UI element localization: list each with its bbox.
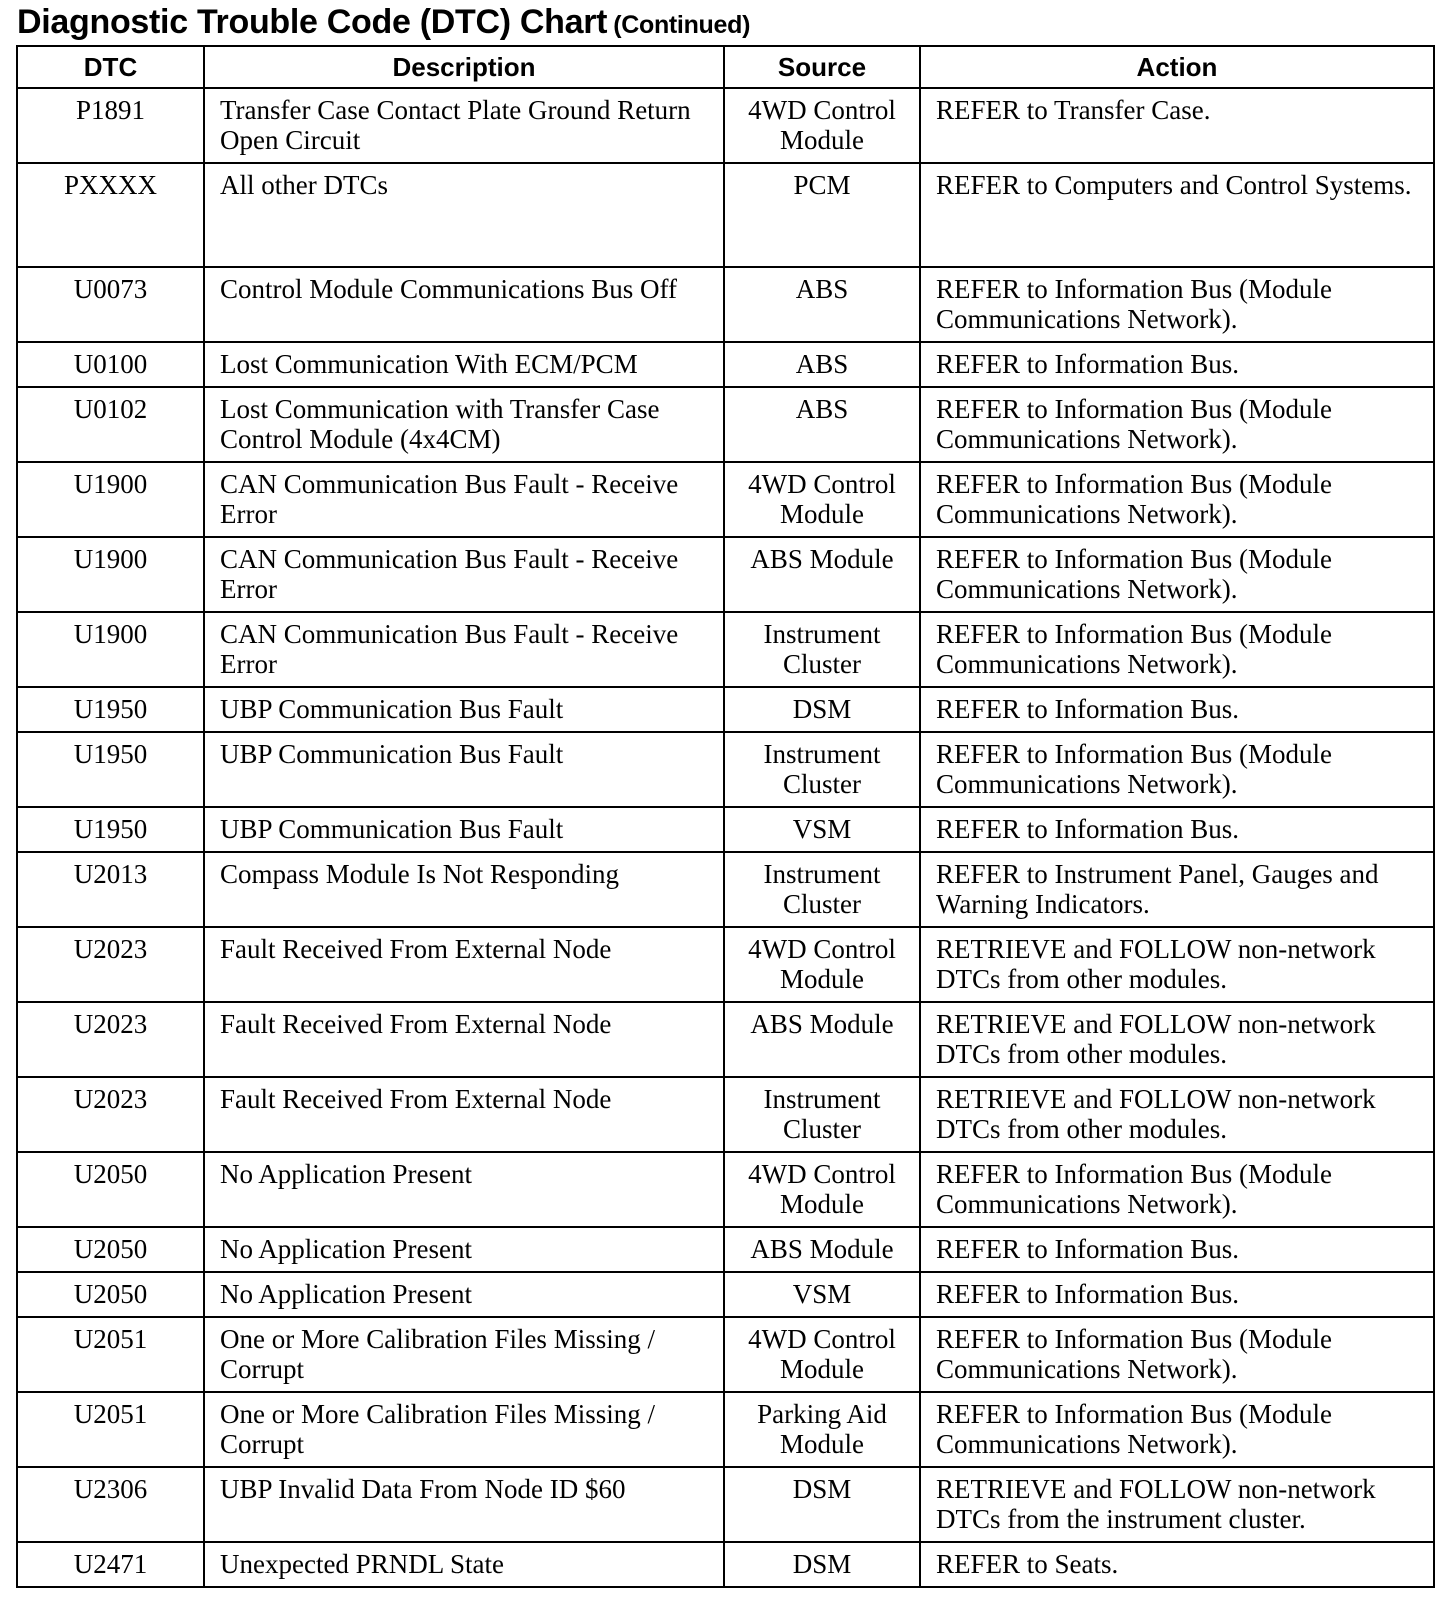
dtc-code-cell: U2023: [17, 1002, 204, 1077]
dtc-code-cell: U0073: [17, 267, 204, 342]
table-row: [17, 267, 1434, 342]
action-cell: REFER to Information Bus.: [920, 1272, 1434, 1317]
dtc-code-cell: U2051: [17, 1317, 204, 1392]
table-row: [17, 537, 1434, 612]
description-cell: Fault Received From External Node: [204, 927, 724, 1002]
dtc-code-cell: U2023: [17, 927, 204, 1002]
description-cell: CAN Communication Bus Fault - Receive Error: [204, 612, 724, 687]
description-cell: Fault Received From External Node: [204, 1002, 724, 1077]
source-cell: 4WD Control Module: [724, 462, 920, 537]
table-row: [17, 1467, 1434, 1542]
dtc-code-cell: U0100: [17, 342, 204, 387]
table-row: [17, 1542, 1434, 1587]
dtc-code-cell: U1900: [17, 537, 204, 612]
source-cell: Instrument Cluster: [724, 732, 920, 807]
action-cell: REFER to Computers and Control Systems.: [920, 163, 1434, 267]
description-cell: Control Module Communications Bus Off: [204, 267, 724, 342]
dtc-code-cell: U1950: [17, 687, 204, 732]
action-cell: RETRIEVE and FOLLOW non-network DTCs from other modules.: [920, 1077, 1434, 1152]
source-cell: ABS: [724, 267, 920, 342]
table-row: [17, 462, 1434, 537]
source-cell: DSM: [724, 1467, 920, 1542]
action-cell: REFER to Information Bus (Module Communications Network).: [920, 732, 1434, 807]
description-cell: No Application Present: [204, 1152, 724, 1227]
source-cell: ABS Module: [724, 1002, 920, 1077]
description-cell: One or More Calibration Files Missing / Corrupt: [204, 1392, 724, 1467]
source-cell: 4WD Control Module: [724, 1152, 920, 1227]
description-cell: All other DTCs: [204, 163, 724, 267]
source-cell: VSM: [724, 1272, 920, 1317]
table-row: [17, 687, 1434, 732]
source-cell: DSM: [724, 687, 920, 732]
source-cell: VSM: [724, 807, 920, 852]
dtc-code-cell: U2306: [17, 1467, 204, 1542]
source-cell: 4WD Control Module: [724, 927, 920, 1002]
description-cell: No Application Present: [204, 1227, 724, 1272]
column-header-dtc: DTC: [17, 46, 204, 88]
table-row: [17, 852, 1434, 927]
table-row: [17, 1392, 1434, 1467]
dtc-code-cell: U2013: [17, 852, 204, 927]
action-cell: REFER to Information Bus (Module Communications Network).: [920, 1392, 1434, 1467]
table-row: [17, 1077, 1434, 1152]
dtc-code-cell: U1900: [17, 612, 204, 687]
action-cell: RETRIEVE and FOLLOW non-network DTCs from other modules.: [920, 1002, 1434, 1077]
table-row: [17, 927, 1434, 1002]
description-cell: Fault Received From External Node: [204, 1077, 724, 1152]
table-row: [17, 163, 1434, 267]
table-row: [17, 1317, 1434, 1392]
table-row: [17, 1272, 1434, 1317]
table-row: [17, 612, 1434, 687]
description-cell: UBP Invalid Data From Node ID $60: [204, 1467, 724, 1542]
dtc-code-cell: U1950: [17, 732, 204, 807]
dtc-code-cell: U2023: [17, 1077, 204, 1152]
table-row: [17, 807, 1434, 852]
description-cell: Lost Communication With ECM/PCM: [204, 342, 724, 387]
dtc-code-cell: U2050: [17, 1272, 204, 1317]
action-cell: REFER to Information Bus (Module Communications Network).: [920, 267, 1434, 342]
dtc-code-cell: U1950: [17, 807, 204, 852]
title-subtitle: (Continued): [613, 11, 751, 39]
action-cell: REFER to Information Bus (Module Communications Network).: [920, 387, 1434, 462]
source-cell: Instrument Cluster: [724, 612, 920, 687]
column-header-source: Source: [724, 46, 920, 88]
description-cell: UBP Communication Bus Fault: [204, 732, 724, 807]
action-cell: REFER to Instrument Panel, Gauges and Warning Indicators.: [920, 852, 1434, 927]
action-cell: RETRIEVE and FOLLOW non-network DTCs from the instrument cluster.: [920, 1467, 1434, 1542]
source-cell: ABS: [724, 342, 920, 387]
action-cell: REFER to Information Bus (Module Communications Network).: [920, 1317, 1434, 1392]
source-cell: ABS: [724, 387, 920, 462]
description-cell: UBP Communication Bus Fault: [204, 807, 724, 852]
action-cell: REFER to Information Bus (Module Communications Network).: [920, 462, 1434, 537]
dtc-code-cell: P1891: [17, 88, 204, 163]
source-cell: Instrument Cluster: [724, 852, 920, 927]
dtc-code-cell: U1900: [17, 462, 204, 537]
action-cell: REFER to Seats.: [920, 1542, 1434, 1587]
description-cell: Unexpected PRNDL State: [204, 1542, 724, 1587]
page-title: [17, 2, 750, 45]
description-cell: UBP Communication Bus Fault: [204, 687, 724, 732]
dtc-code-cell: U2050: [17, 1152, 204, 1227]
dtc-table: [16, 45, 1435, 1588]
description-cell: Compass Module Is Not Responding: [204, 852, 724, 927]
title-text: Diagnostic Trouble Code (DTC) Chart: [17, 3, 608, 41]
table-body: [17, 88, 1434, 1587]
dtc-code-cell: U2051: [17, 1392, 204, 1467]
table-row: [17, 1002, 1434, 1077]
description-cell: Transfer Case Contact Plate Ground Return Open Circuit: [204, 88, 724, 163]
source-cell: Instrument Cluster: [724, 1077, 920, 1152]
table-row: [17, 1227, 1434, 1272]
table-row: [17, 88, 1434, 163]
table-row: [17, 342, 1434, 387]
action-cell: REFER to Information Bus.: [920, 1227, 1434, 1272]
source-cell: 4WD Control Module: [724, 88, 920, 163]
dtc-code-cell: U0102: [17, 387, 204, 462]
dtc-code-cell: PXXXX: [17, 163, 204, 267]
source-cell: Parking Aid Module: [724, 1392, 920, 1467]
table-row: [17, 1152, 1434, 1227]
table-row: [17, 387, 1434, 462]
action-cell: REFER to Information Bus.: [920, 687, 1434, 732]
dtc-code-cell: U2471: [17, 1542, 204, 1587]
description-cell: Lost Communication with Transfer Case Control Module (4x4CM): [204, 387, 724, 462]
action-cell: REFER to Information Bus (Module Communications Network).: [920, 537, 1434, 612]
table-row: [17, 732, 1434, 807]
action-cell: RETRIEVE and FOLLOW non-network DTCs from other modules.: [920, 927, 1434, 1002]
source-cell: DSM: [724, 1542, 920, 1587]
action-cell: REFER to Information Bus.: [920, 807, 1434, 852]
description-cell: CAN Communication Bus Fault - Receive Error: [204, 537, 724, 612]
description-cell: No Application Present: [204, 1272, 724, 1317]
column-header-action: Action: [920, 46, 1434, 88]
action-cell: REFER to Transfer Case.: [920, 88, 1434, 163]
description-cell: CAN Communication Bus Fault - Receive Error: [204, 462, 724, 537]
source-cell: ABS Module: [724, 1227, 920, 1272]
action-cell: REFER to Information Bus (Module Communications Network).: [920, 612, 1434, 687]
action-cell: REFER to Information Bus (Module Communications Network).: [920, 1152, 1434, 1227]
source-cell: ABS Module: [724, 537, 920, 612]
table-header-row: [17, 46, 1434, 88]
description-cell: One or More Calibration Files Missing / Corrupt: [204, 1317, 724, 1392]
action-cell: REFER to Information Bus.: [920, 342, 1434, 387]
column-header-description: Description: [204, 46, 724, 88]
dtc-code-cell: U2050: [17, 1227, 204, 1272]
source-cell: 4WD Control Module: [724, 1317, 920, 1392]
source-cell: PCM: [724, 163, 920, 267]
